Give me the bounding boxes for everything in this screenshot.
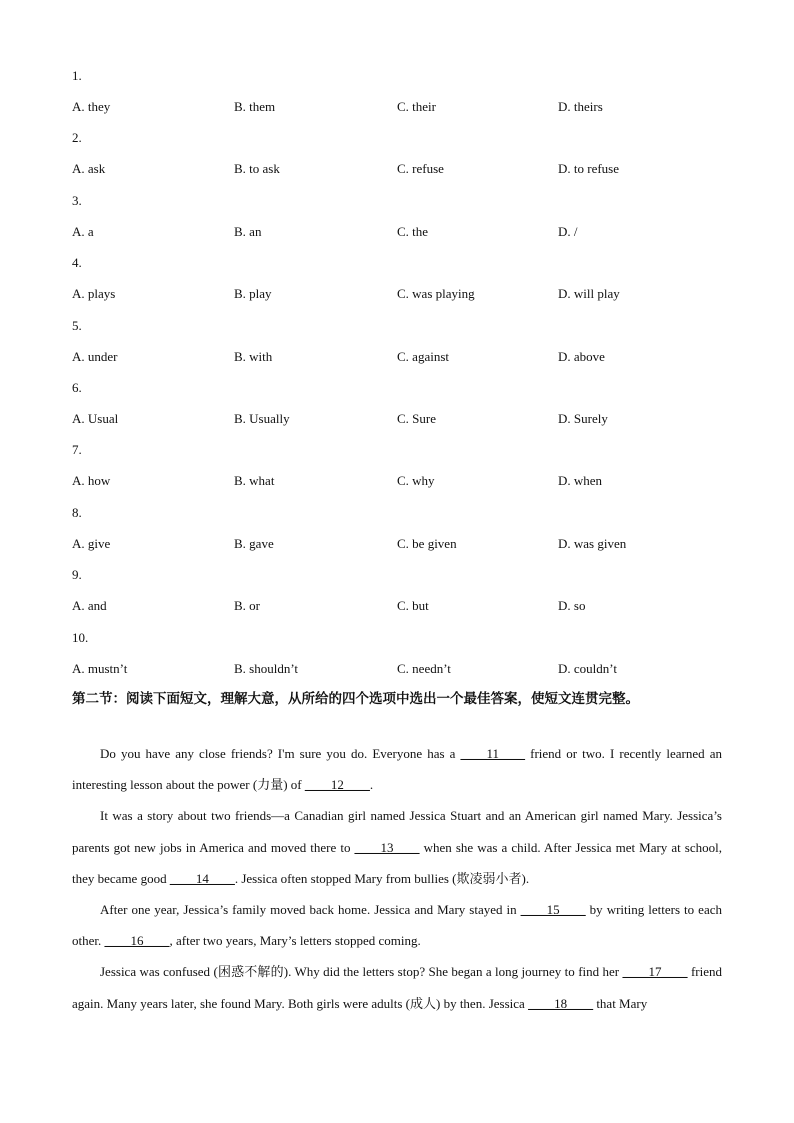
option-d: D. / (558, 223, 578, 239)
passage-text: that Mary (593, 995, 648, 1011)
option-d: D. was given (558, 535, 627, 551)
question-item (72, 503, 627, 554)
option-c: C. the (397, 223, 429, 239)
answer-blank-18: ____18____ (528, 995, 594, 1011)
passage-paragraph-3 (72, 894, 722, 956)
question-item (72, 316, 605, 367)
option-b: B. to ask (234, 161, 280, 177)
option-d: D. theirs (558, 99, 603, 114)
option-b: B. play (234, 286, 272, 302)
option-row (72, 471, 603, 491)
option-row (72, 596, 586, 616)
option-a: A. ask (72, 161, 106, 177)
question-number: 7. (72, 442, 82, 458)
question-item (72, 565, 586, 616)
passage-paragraph-4 (72, 956, 722, 1018)
option-c: C. their (397, 99, 436, 114)
passage-text: , after two years, Mary’s letters stopped coming. (169, 933, 421, 949)
answer-blank-17: ____17____ (622, 964, 688, 980)
passage-paragraph-1 (72, 738, 722, 800)
option-a: A. plays (72, 286, 116, 302)
option-row (72, 534, 627, 554)
option-b: B. with (234, 348, 273, 364)
option-b: B. Usually (234, 411, 290, 426)
answer-blank-13: ____13____ (354, 839, 420, 855)
option-d: D. couldn’t (558, 660, 617, 676)
option-d: D. will play (558, 286, 620, 302)
option-c: C. but (397, 598, 429, 614)
option-d: D. when (558, 473, 603, 489)
section-heading: 第二节：阅读下面短文，理解大意，从所给的四个选项中选出一个最佳答案，使短文连贯完整。 (72, 691, 639, 707)
option-row (72, 159, 620, 179)
answer-blank-14: ____14____ (169, 870, 235, 886)
option-a: A. mustn’t (72, 660, 128, 676)
question-item (72, 378, 608, 429)
option-a: A. Usual (72, 411, 119, 426)
option-a: A. a (72, 223, 94, 239)
question-number: 3. (72, 192, 82, 208)
option-row (72, 222, 578, 242)
question-item (72, 191, 578, 242)
passage-paragraph-2 (72, 800, 722, 894)
option-d: D. to refuse (558, 161, 620, 177)
answer-blank-16: ____16____ (104, 933, 170, 949)
passage-text: friend again. Many years later, she found Mary. Both girls were adults (成人) by then. Jessica (72, 964, 722, 1011)
option-b: B. or (234, 598, 260, 614)
option-c: C. Sure (397, 411, 436, 426)
option-b: B. them (234, 99, 276, 114)
option-b: B. an (234, 223, 262, 239)
question-number: 1. (72, 68, 82, 83)
answer-blank-15: ____15____ (520, 902, 586, 918)
option-a: A. how (72, 473, 111, 489)
option-c: C. needn’t (397, 660, 451, 676)
passage-text: Do you have any close friends? I'm sure you do. Everyone has a (100, 746, 461, 761)
option-b: B. gave (234, 535, 274, 551)
option-b: B. shouldn’t (234, 660, 299, 676)
passage-text: by writing letters to each other. (72, 902, 722, 949)
option-d: D. above (558, 348, 605, 364)
option-c: C. why (397, 473, 435, 489)
question-item (72, 440, 603, 491)
question-number: 2. (72, 130, 82, 146)
option-d: D. so (558, 598, 586, 614)
question-item (72, 628, 617, 679)
passage-text: It was a story about two friends—a Canadian girl named Jessica Stuart and an American girl named Mary. Jessica’s parents got new jobs in America and moved there to (72, 808, 722, 855)
answer-blank-11: ____11____ (460, 746, 526, 761)
passage-text: . Jessica often stopped Mary from bullies (欺凌弱小者). (234, 870, 530, 886)
option-row (72, 409, 608, 429)
passage (72, 738, 722, 1019)
option-row (72, 659, 617, 679)
question-number: 8. (72, 504, 82, 520)
option-a: A. they (72, 99, 111, 114)
option-row (72, 97, 603, 117)
question-number: 4. (72, 255, 82, 271)
option-row (72, 284, 620, 304)
question-number: 5. (72, 317, 82, 333)
question-number: 10. (72, 629, 89, 645)
question-item (72, 128, 620, 179)
passage-text: After one year, Jessica’s family moved back home. Jessica and Mary stayed in (100, 902, 521, 918)
question-number: 6. (72, 380, 82, 395)
question-item (72, 253, 620, 304)
option-c: C. refuse (397, 161, 444, 177)
option-a: A. under (72, 348, 118, 364)
question-item (72, 66, 603, 117)
question-number: 9. (72, 567, 82, 583)
option-row (72, 347, 605, 367)
answer-blank-12: ____12____ (304, 777, 370, 793)
option-c: C. be given (397, 535, 457, 551)
passage-text: . (369, 777, 374, 793)
option-c: C. against (397, 348, 449, 364)
passage-text: Jessica was confused (困惑不解的). Why did the letters stop? She began a long journey to find her (100, 964, 623, 980)
passage-text: when she was a child. After Jessica met Mary at school, they became good (72, 839, 722, 886)
option-a: A. give (72, 535, 111, 551)
option-a: A. and (72, 598, 107, 614)
option-d: D. Surely (558, 411, 608, 426)
option-b: B. what (234, 473, 275, 489)
passage-text: friend or two. I recently learned an interesting lesson about the power (力量) of (72, 746, 722, 793)
option-c: C. was playing (397, 286, 475, 302)
